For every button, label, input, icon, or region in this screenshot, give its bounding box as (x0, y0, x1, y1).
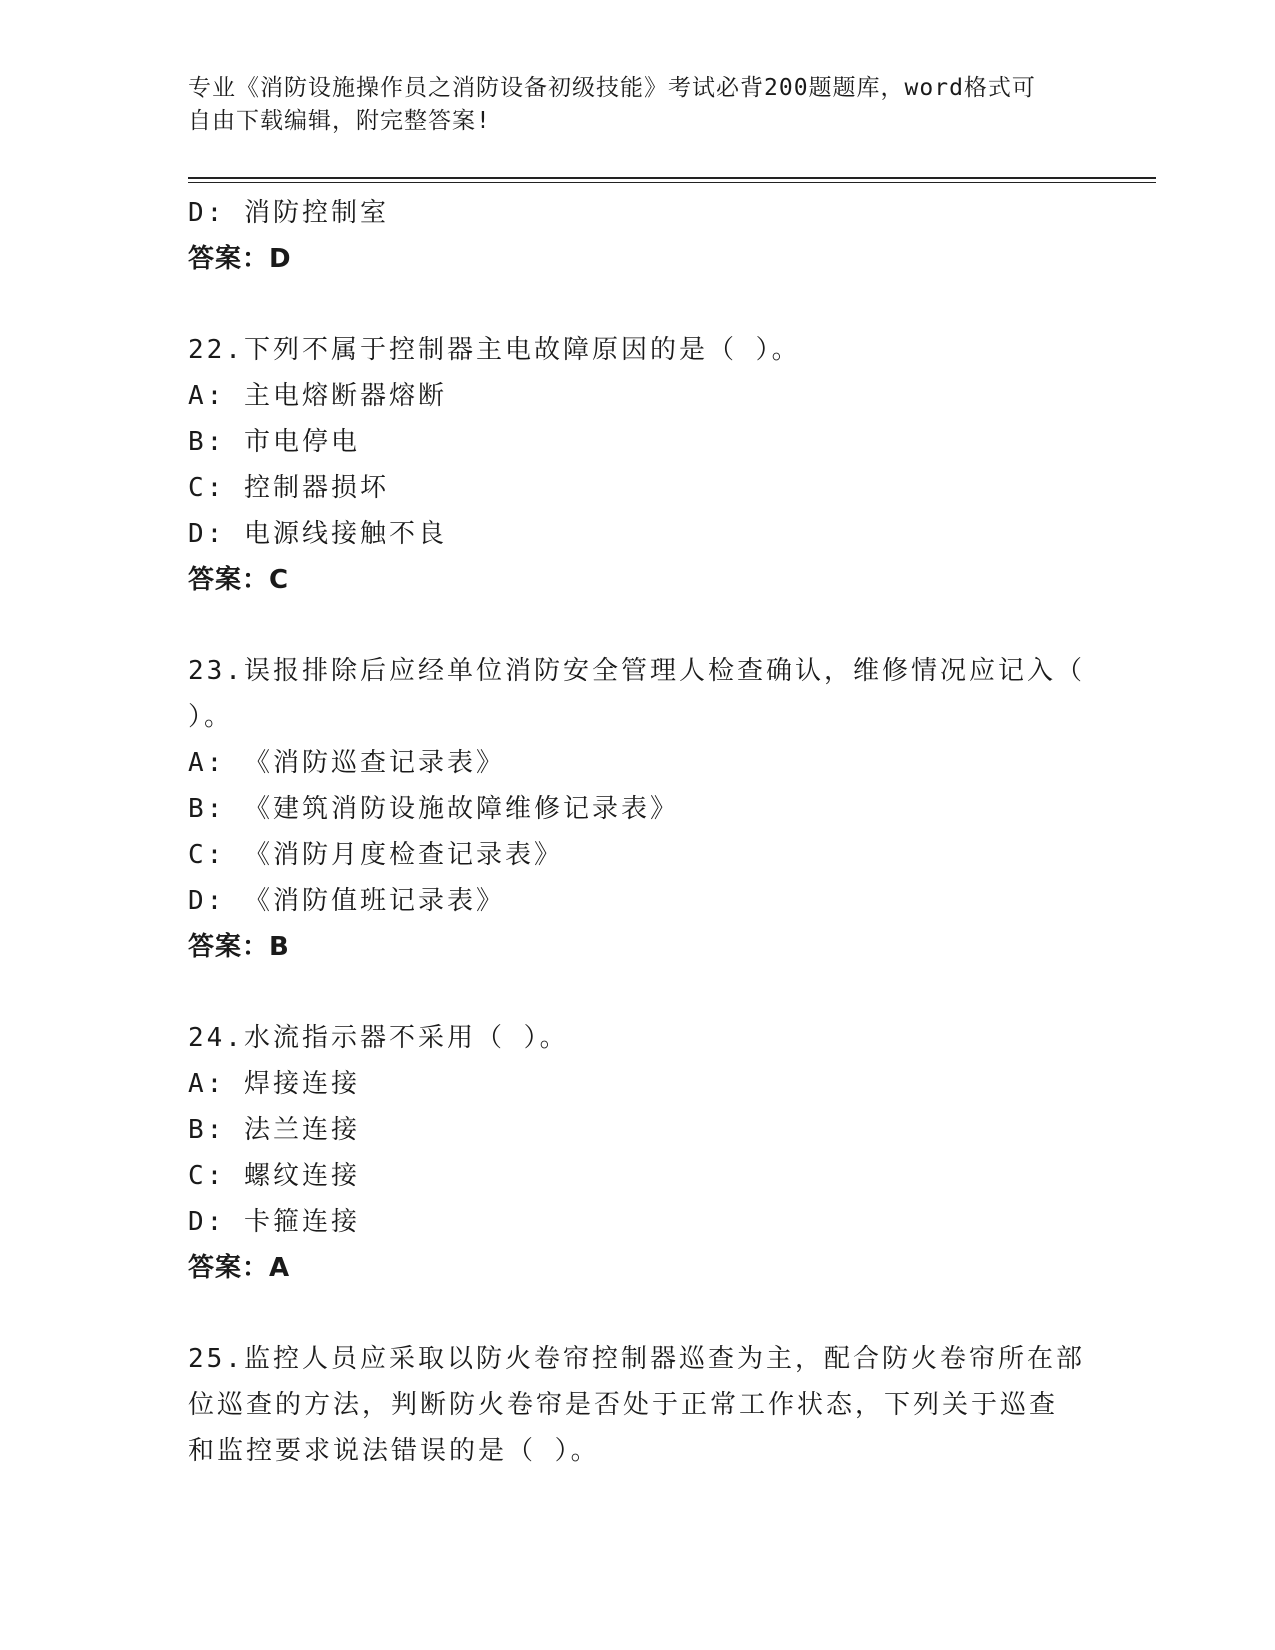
answer-line: 答案：C (188, 565, 290, 595)
answer-line: 答案：B (188, 932, 290, 962)
question-text: 24.水流指示器不采用（ ）。 (188, 1023, 569, 1053)
question-text-line-1: 25.监控人员应采取以防火卷帘控制器巡查为主，配合防火卷帘所在部 (188, 1344, 1085, 1374)
question-gap (188, 1291, 1088, 1336)
option-b: B: 《建筑消防设施故障维修记录表》 (188, 794, 679, 824)
question-text-line-2: ）。 (188, 702, 234, 732)
header-line-2: 自由下载编辑，附完整答案! (188, 108, 491, 134)
option-a: A: 焊接连接 (188, 1069, 360, 1099)
option-d: D: 电源线接触不良 (188, 519, 447, 549)
question-gap (188, 282, 1088, 327)
question-text-line-3: 和监控要求说法错误的是（ ）。 (188, 1436, 600, 1466)
question-24 (188, 1015, 1088, 1291)
option-d: D: 消防控制室 (188, 198, 389, 228)
option-d: D: 《消防值班记录表》 (188, 886, 505, 916)
question-22 (188, 327, 1088, 603)
answer-line: 答案：A (188, 1253, 291, 1283)
question-gap (188, 970, 1088, 1015)
question-text: 22.下列不属于控制器主电故障原因的是（ ）。 (188, 335, 801, 365)
option-c: C: 控制器损坏 (188, 473, 389, 503)
option-c: C: 螺纹连接 (188, 1161, 360, 1191)
question-23 (188, 648, 1088, 970)
question-gap (188, 603, 1088, 648)
question-text-line-1: 23.误报排除后应经单位消防安全管理人检查确认，维修情况应记入（ (188, 656, 1085, 686)
option-b: B: 市电停电 (188, 427, 360, 457)
answer-line: 答案：D (188, 244, 292, 274)
header-rule-thick (188, 177, 1156, 179)
question-content (188, 190, 1088, 1474)
document-header (188, 72, 1068, 138)
option-a: A: 主电熔断器熔断 (188, 381, 447, 411)
option-d: D: 卡箍连接 (188, 1207, 360, 1237)
question-text-line-2: 位巡查的方法，判断防火卷帘是否处于正常工作状态，下列关于巡查 (188, 1390, 1059, 1420)
question-25 (188, 1336, 1088, 1474)
option-b: B: 法兰连接 (188, 1115, 360, 1145)
header-line-1: 专业《消防设施操作员之消防设备初级技能》考试必背200题题库，word格式可 (188, 75, 1036, 101)
header-rule-thin (188, 182, 1156, 183)
option-c: C: 《消防月度检查记录表》 (188, 840, 563, 870)
option-a: A: 《消防巡查记录表》 (188, 748, 505, 778)
